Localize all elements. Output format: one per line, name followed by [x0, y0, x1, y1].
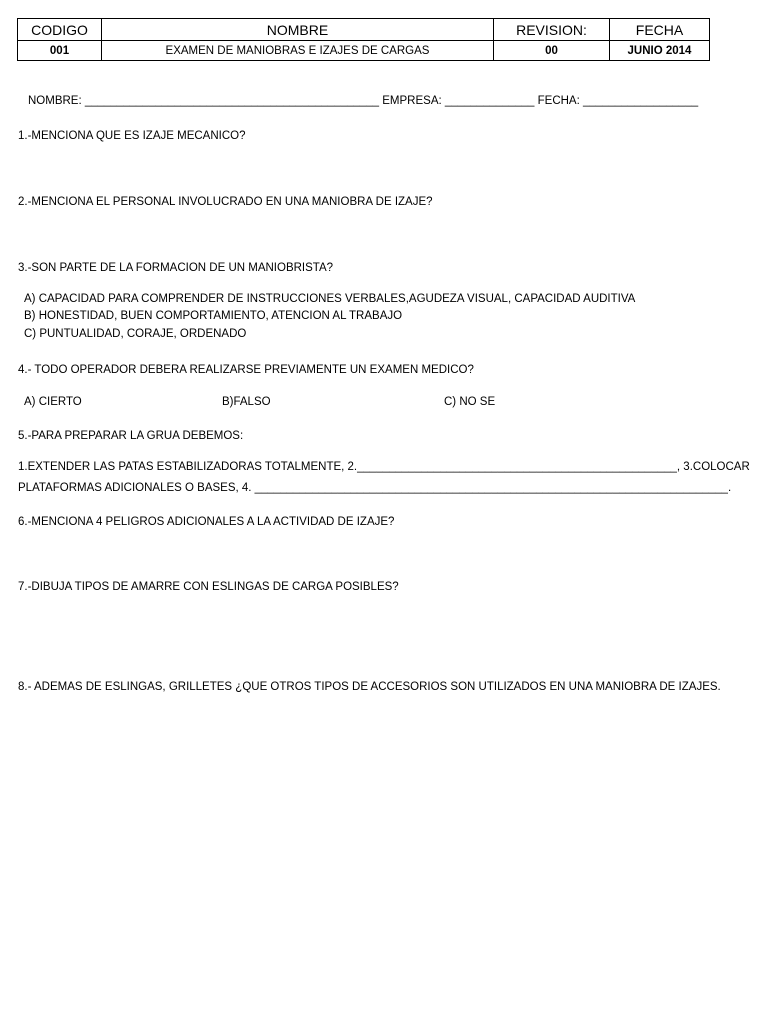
header-label-fecha: FECHA [610, 19, 710, 41]
question-5-line-2[interactable]: PLATAFORMAS ADICIONALES O BASES, 4. __________________________________________________________________________. [18, 482, 732, 494]
question-4-option-a[interactable]: A) CIERTO [24, 396, 82, 408]
question-3-option-a[interactable]: A) CAPACIDAD PARA COMPRENDER DE INSTRUCCIONES VERBALES,AGUDEZA VISUAL, CAPACIDAD AUDITIVA [24, 293, 636, 305]
question-3: 3.-SON PARTE DE LA FORMACION DE UN MANIOBRISTA? [18, 262, 334, 274]
question-8: 8.- ADEMAS DE ESLINGAS, GRILLETES ¿QUE OTROS TIPOS DE ACCESORIOS SON UTILIZADOS EN UNA MANIOBRA DE IZAJES. [18, 681, 721, 693]
question-4: 4.- TODO OPERADOR DEBERA REALIZARSE PREVIAMENTE UN EXAMEN MEDICO? [18, 364, 474, 376]
header-values-row [18, 41, 710, 61]
question-5: 5.-PARA PREPARAR LA GRUA DEBEMOS: [18, 430, 244, 442]
header-value-codigo: 001 [18, 41, 102, 61]
header-value-revision: 00 [494, 41, 610, 61]
header-label-codigo: CODIGO [18, 19, 102, 41]
info-line[interactable]: NOMBRE: ______________________________________________ EMPRESA: ______________ FECHA: __________________ [28, 95, 699, 107]
header-value-fecha: JUNIO 2014 [610, 41, 710, 61]
question-7: 7.-DIBUJA TIPOS DE AMARRE CON ESLINGAS DE CARGA POSIBLES? [18, 581, 399, 593]
header-labels-row [18, 19, 710, 41]
question-3-option-b[interactable]: B) HONESTIDAD, BUEN COMPORTAMIENTO, ATENCION AL TRABAJO [24, 310, 403, 322]
header-value-nombre: EXAMEN DE MANIOBRAS E IZAJES DE CARGAS [102, 41, 494, 61]
question-4-option-c[interactable]: C) NO SE [444, 396, 496, 408]
question-4-option-b[interactable]: B)FALSO [222, 396, 271, 408]
question-3-option-c[interactable]: C) PUNTUALIDAD, CORAJE, ORDENADO [24, 328, 247, 340]
header-label-revision: REVISION: [494, 19, 610, 41]
question-1: 1.-MENCIONA QUE ES IZAJE MECANICO? [18, 130, 246, 142]
question-2: 2.-MENCIONA EL PERSONAL INVOLUCRADO EN UNA MANIOBRA DE IZAJE? [18, 196, 433, 208]
question-5-line-1[interactable]: 1.EXTENDER LAS PATAS ESTABILIZADORAS TOTALMENTE, 2.__________________________________________________, 3.COLOCAR [18, 461, 750, 473]
question-6: 6.-MENCIONA 4 PELIGROS ADICIONALES A LA ACTIVIDAD DE IZAJE? [18, 516, 395, 528]
header-table [17, 18, 710, 61]
header-label-nombre: NOMBRE [102, 19, 494, 41]
